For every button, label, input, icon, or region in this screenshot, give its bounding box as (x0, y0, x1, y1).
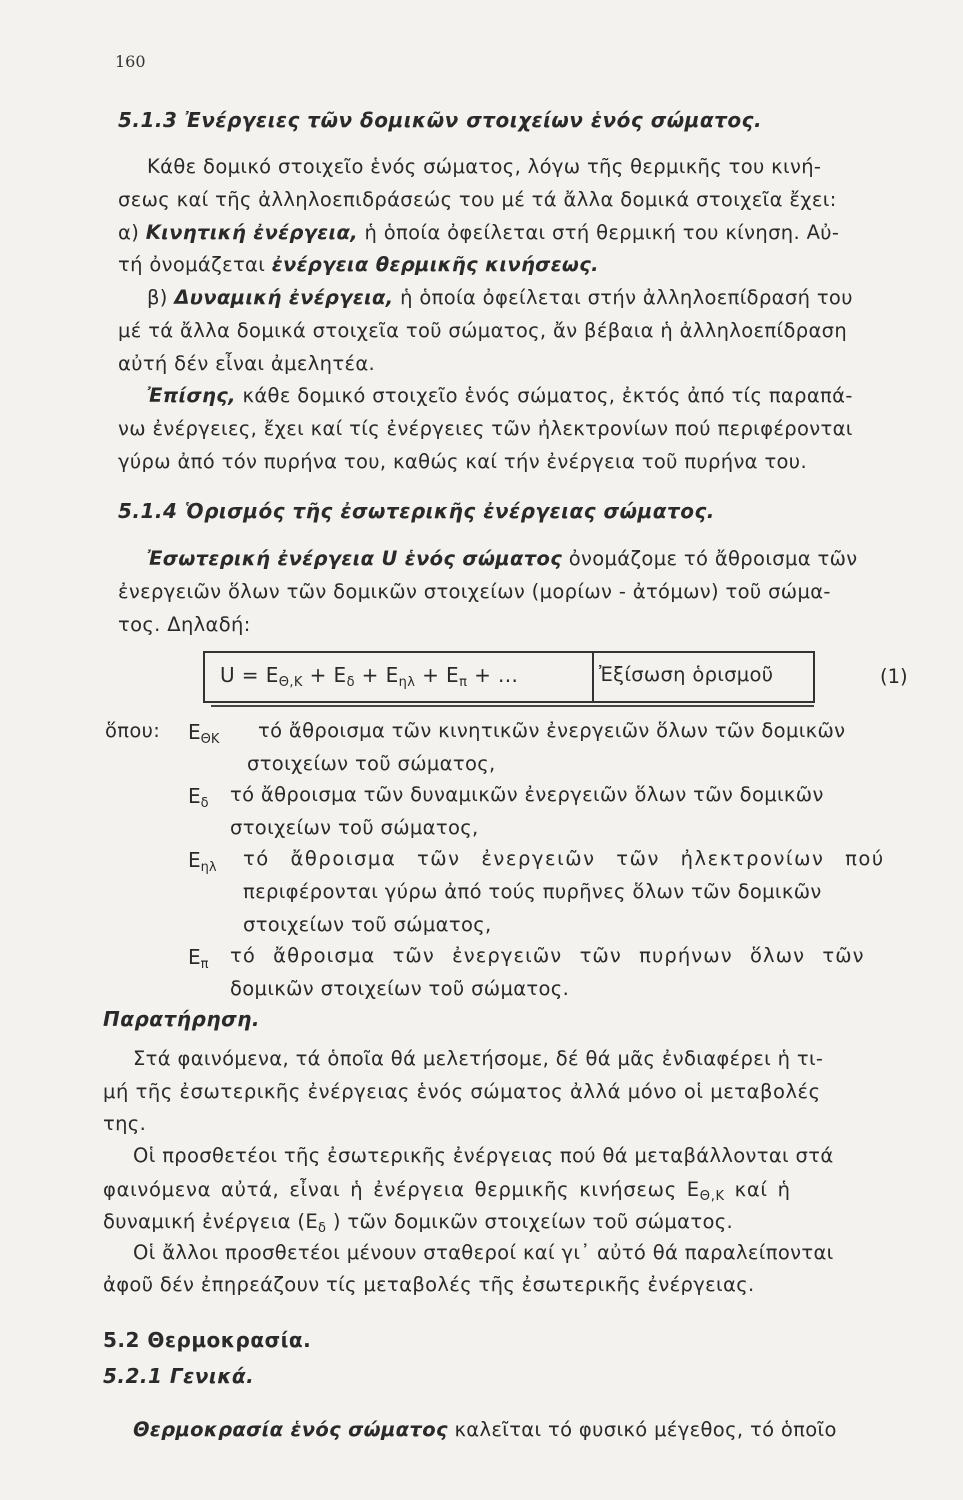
eq-sub-electrons: ηλ (398, 675, 416, 690)
equation-number: (1) (880, 665, 908, 688)
paragraph-line (147, 383, 853, 409)
equation-label: Ἐξίσωση ὁρισμοῦ (599, 663, 774, 686)
def-line: δομικῶν στοιχείων τοῦ σώματος. (230, 977, 570, 1000)
def-line: τό ἄθροισμα τῶν ἐνεργειῶν τῶν πυρήνων ὅλων τῶν (230, 944, 865, 967)
paragraph-line: Κάθε δομικό στοιχεῖο ἑνός σώματος, λόγω τῆς θερμικῆς του κινή- (147, 155, 822, 178)
term-kinetic-energy: Κινητική ἐνέργεια, (145, 221, 358, 244)
paragraph-line: μή τῆς ἐσωτερικῆς ἐνέργειας ἑνός σώματος ἀλλά μόνο οἱ μεταβολές (103, 1080, 821, 1103)
sub-delta: δ (318, 1221, 327, 1236)
page-number: 160 (115, 52, 146, 71)
term-potential-energy: Δυναμική ἐνέργεια, (174, 286, 394, 309)
def-line: τό ἄθροισμα τῶν κινητικῶν ἐνεργειῶν ὅλων τῶν δομικῶν (258, 719, 846, 742)
item-a-line-2 (118, 252, 599, 278)
paragraph-text: καί ἡ (724, 1178, 791, 1201)
item-a-marker: α) (118, 221, 146, 244)
paragraph-line: νω ἐνέργειες, ἔχει καί τίς ἐνέργειες τῶν ἠλεκτρονίων πού περιφέρονται (118, 417, 853, 440)
def-line: στοιχείων τοῦ σώματος, (243, 913, 492, 936)
paragraph-line: μέ τά ἄλλα δομικά στοιχεῖα τοῦ σώματος, ἄν βέβαια ἡ ἀλληλοεπίδραση (118, 319, 848, 342)
equation-formula (220, 663, 518, 690)
paragraph-line (133, 1417, 837, 1443)
paragraph-text: ) τῶν δομικῶν στοιχείων τοῦ σώματος. (326, 1210, 734, 1233)
paragraph-text: κάθε δομικό στοιχεῖο ἑνός σώματος, ἐκτός ἀπό τίς παραπά- (235, 384, 853, 407)
paragraph-line: τος. Δηλαδή: (118, 613, 251, 636)
def-symbol: $E_{\Theta K}$ (188, 720, 220, 747)
section-heading-5-1-3: 5.1.3 Ἐνέργειες τῶν δομικῶν στοιχείων ἑνός σώματος. (118, 108, 763, 132)
def-line: στοιχείων τοῦ σώματος, (247, 752, 496, 775)
equation-underline (211, 705, 814, 707)
term-internal-energy: Ἐσωτερική ἐνέργεια U ἑνός σώματος (147, 547, 563, 570)
term-thermal-motion-energy: ἐνέργεια θερμικῆς κινήσεως. (271, 253, 599, 276)
section-heading-5-2-1: 5.2.1 Γενικά. (103, 1364, 255, 1388)
item-a-text-2: τή ὀνομάζεται (118, 253, 272, 276)
section-heading-5-1-4: 5.1.4 Ὁρισμός τῆς ἐσωτερικῆς ἐνέργειας σώματος. (118, 499, 715, 523)
eq-sub-delta: δ (346, 675, 355, 690)
eq-lhs: U = E (220, 663, 279, 687)
def-symbol: $E_\delta$ (188, 784, 209, 811)
paragraph-line (103, 1177, 791, 1210)
equation-divider (592, 651, 594, 703)
item-b-line (147, 285, 853, 311)
paragraph-line: της. (103, 1112, 147, 1135)
paragraph-line: γύρω ἀπό τόν πυρήνα του, καθώς καί τήν ἐνέργεια τοῦ πυρήνα του. (118, 450, 807, 473)
paragraph-line: σεως καί τῆς ἀλληλοεπιδράσεώς του μέ τά ἄλλα δομικά στοιχεῖα ἔχει: (118, 188, 837, 211)
paragraph-text: φαινόμενα αὐτά, εἶναι ἡ ἐνέργεια θερμικῆς κινήσεως E (103, 1178, 700, 1201)
eq-plus: + E (302, 663, 347, 687)
item-b-marker: β) (147, 286, 175, 309)
item-a-line (118, 220, 839, 246)
eq-tail: + ... (467, 663, 519, 687)
where-label: ὅπου: (105, 719, 161, 742)
eq-sub-nucleus: π (459, 675, 468, 690)
item-b-text: ἡ ὁποία ὀφείλεται στήν ἀλληλοεπίδρασή του (393, 286, 853, 309)
paragraph-line: ἐνεργειῶν ὅλων τῶν δομικῶν στοιχείων (μορίων - ἀτόμων) τοῦ σώμα- (118, 580, 831, 603)
def-line: περιφέρονται γύρω ἀπό τούς πυρῆνες ὅλων τῶν δομικῶν (243, 880, 822, 903)
paragraph-line: αὐτή δέν εἶναι ἀμελητέα. (118, 352, 376, 375)
term-temperature: Θερμοκρασία ἑνός σώματος (133, 1418, 448, 1441)
def-line: στοιχείων τοῦ σώματος, (230, 816, 479, 839)
term-also: Ἐπίσης, (147, 384, 236, 407)
paragraph-line: Οἱ προσθετέοι τῆς ἐσωτερικῆς ἐνέργειας πού θά μεταβάλλονται στά (133, 1144, 834, 1167)
paragraph-line: ἀφοῦ δέν ἐπηρεάζουν τίς μεταβολές τῆς ἐσωτερικῆς ἐνέργειας. (103, 1273, 755, 1296)
paragraph-line (103, 1209, 733, 1242)
remark-heading: Παρατήρηση. (103, 1007, 261, 1031)
def-line: τό ἄθροισμα τῶν δυναμικῶν ἐνεργειῶν ὅλων τῶν δομικῶν (230, 783, 824, 806)
sub-thermal: Θ,Κ (699, 1189, 725, 1204)
item-a-text: ἡ ὁποία ὀφείλεται στή θερμική του κίνηση. Αὐ- (357, 221, 840, 244)
paragraph-line: Οἱ ἄλλοι προσθετέοι μένουν σταθεροί καί γι᾽ αὐτό θά παραλείπονται (133, 1241, 834, 1264)
eq-sub-thermal: Θ,Κ (278, 675, 303, 690)
eq-plus: + E (415, 663, 460, 687)
paragraph-line: Στά φαινόμενα, τά ὁποῖα θά μελετήσομε, δέ θά μᾶς ἐνδιαφέρει ἡ τι- (133, 1047, 824, 1070)
section-heading-5-2: 5.2 Θερμοκρασία. (103, 1328, 312, 1352)
def-symbol: $E_{\eta\lambda}$ (188, 848, 217, 875)
def-symbol: $E_\pi$ (188, 945, 209, 972)
paragraph-text: ὀνομάζομε τό ἄθροισμα τῶν (562, 547, 858, 570)
eq-plus: + E (354, 663, 399, 687)
paragraph-text: δυναμική ἐνέργεια (E (103, 1210, 319, 1233)
paragraph-line (147, 546, 858, 572)
paragraph-text: καλεῖται τό φυσικό μέγεθος, τό ὁποῖο (447, 1418, 837, 1441)
def-line: τό ἄθροισμα τῶν ἐνεργειῶν τῶν ἠλεκτρονίων πού (243, 847, 885, 870)
